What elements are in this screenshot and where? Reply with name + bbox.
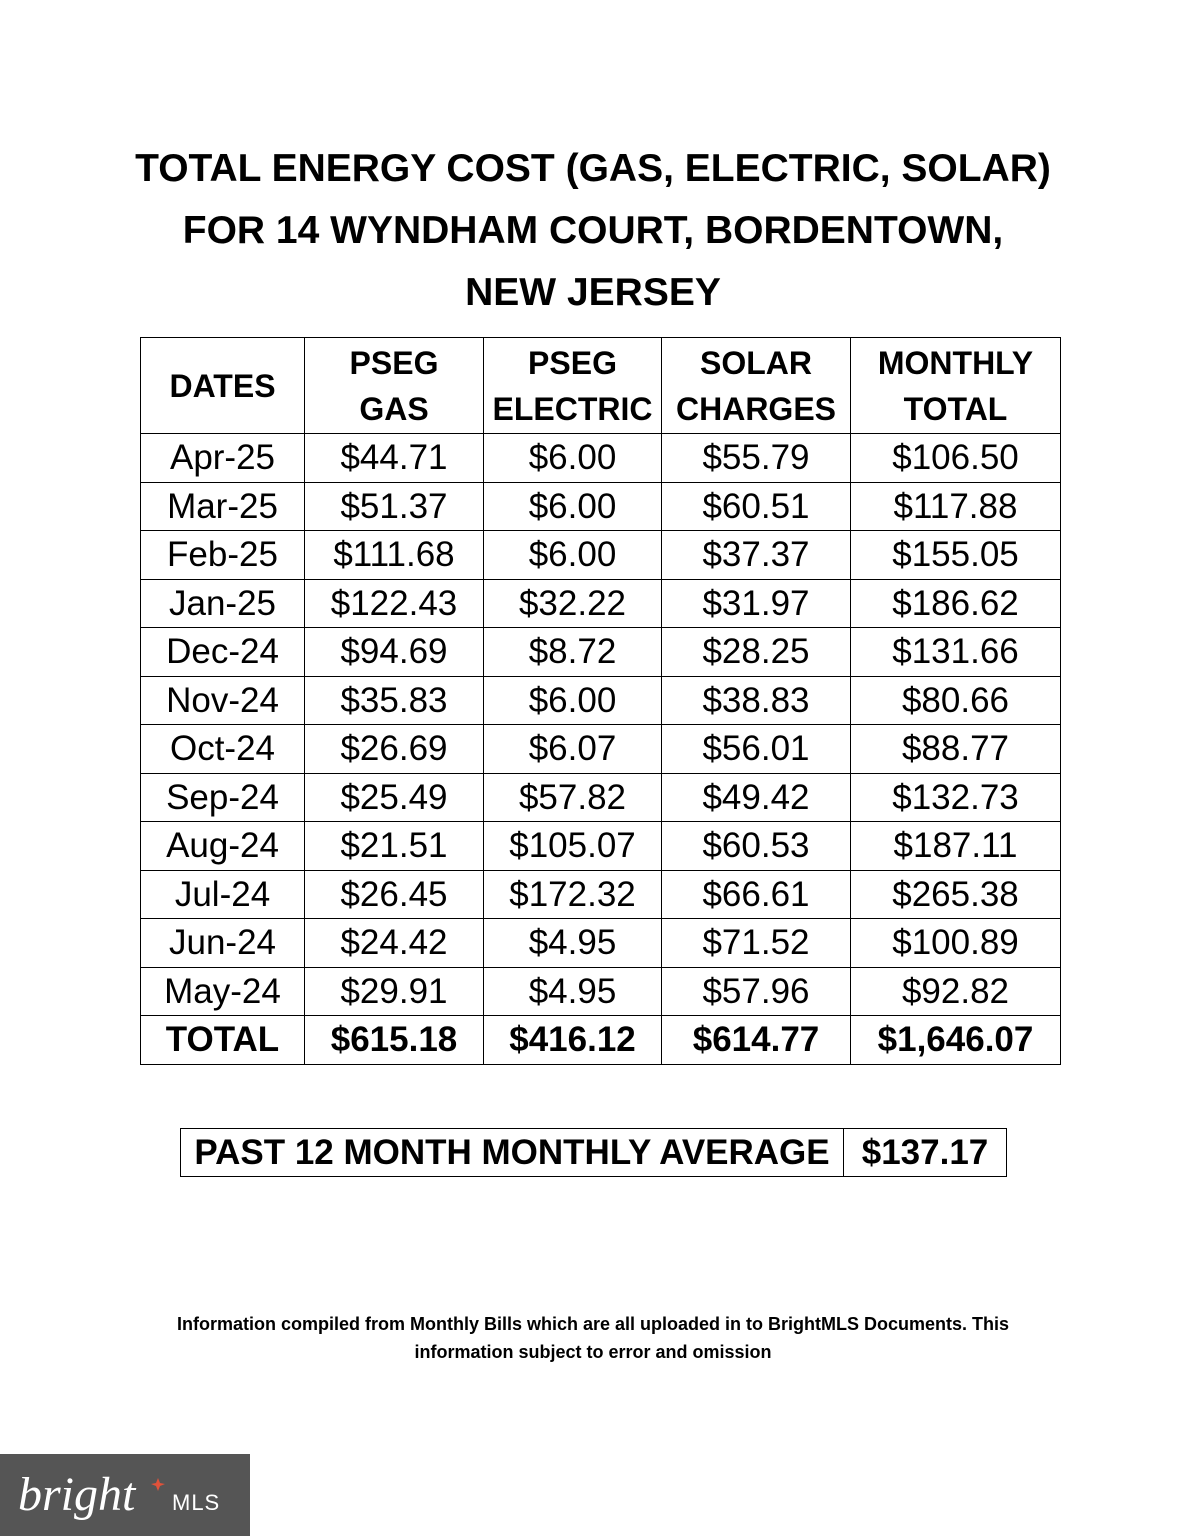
cell-electric: $57.82 bbox=[484, 773, 662, 822]
total-electric: $416.12 bbox=[484, 1016, 662, 1065]
svg-text:MLS: MLS bbox=[172, 1490, 221, 1515]
cell-date: Apr-25 bbox=[141, 434, 305, 483]
total-monthly: $1,646.07 bbox=[851, 1016, 1061, 1065]
cell-solar: $55.79 bbox=[662, 434, 851, 483]
title-line-1: TOTAL ENERGY COST (GAS, ELECTRIC, SOLAR) bbox=[135, 147, 1051, 190]
cell-solar: $56.01 bbox=[662, 725, 851, 774]
document-title bbox=[0, 138, 1186, 324]
cell-gas: $122.43 bbox=[305, 579, 484, 628]
cell-date: Oct-24 bbox=[141, 725, 305, 774]
cell-gas: $35.83 bbox=[305, 676, 484, 725]
cell-solar: $49.42 bbox=[662, 773, 851, 822]
monthly-average-box bbox=[180, 1128, 1007, 1177]
cell-electric: $8.72 bbox=[484, 628, 662, 677]
cell-electric: $32.22 bbox=[484, 579, 662, 628]
cell-electric: $6.07 bbox=[484, 725, 662, 774]
energy-cost-table bbox=[140, 337, 1061, 1065]
cell-monthly-total: $92.82 bbox=[851, 967, 1061, 1016]
header-pseg-gas: PSEG GAS bbox=[305, 338, 484, 434]
header-dates: DATES bbox=[141, 338, 305, 434]
average-label: PAST 12 MONTH MONTHLY AVERAGE bbox=[181, 1129, 844, 1177]
cell-date: Jan-25 bbox=[141, 579, 305, 628]
cell-monthly-total: $186.62 bbox=[851, 579, 1061, 628]
cell-electric: $172.32 bbox=[484, 870, 662, 919]
cell-gas: $111.68 bbox=[305, 531, 484, 580]
footnote bbox=[0, 1310, 1186, 1366]
cell-solar: $66.61 bbox=[662, 870, 851, 919]
brightmls-logo-icon bbox=[10, 1460, 240, 1530]
cell-solar: $60.53 bbox=[662, 822, 851, 871]
cell-solar: $57.96 bbox=[662, 967, 851, 1016]
table-row bbox=[141, 531, 1061, 580]
table-row bbox=[141, 628, 1061, 677]
cell-gas: $25.49 bbox=[305, 773, 484, 822]
table-row bbox=[141, 919, 1061, 968]
table-row bbox=[141, 482, 1061, 531]
header-solar-charges: SOLAR CHARGES bbox=[662, 338, 851, 434]
table-header-row bbox=[141, 338, 1061, 434]
table-total-row bbox=[141, 1016, 1061, 1065]
cell-monthly-total: $132.73 bbox=[851, 773, 1061, 822]
header-monthly-total: MONTHLY TOTAL bbox=[851, 338, 1061, 434]
total-label: TOTAL bbox=[141, 1016, 305, 1065]
cell-date: Dec-24 bbox=[141, 628, 305, 677]
cell-date: Jun-24 bbox=[141, 919, 305, 968]
cell-date: May-24 bbox=[141, 967, 305, 1016]
table-row bbox=[141, 725, 1061, 774]
cell-gas: $26.45 bbox=[305, 870, 484, 919]
table-row bbox=[141, 773, 1061, 822]
cell-solar: $60.51 bbox=[662, 482, 851, 531]
cell-gas: $21.51 bbox=[305, 822, 484, 871]
cell-date: Aug-24 bbox=[141, 822, 305, 871]
footnote-line-1: Information compiled from Monthly Bills which are all uploaded in to BrightMLS Documents. This bbox=[176, 1314, 1010, 1334]
cell-electric: $4.95 bbox=[484, 967, 662, 1016]
cell-gas: $29.91 bbox=[305, 967, 484, 1016]
cell-date: Mar-25 bbox=[141, 482, 305, 531]
header-pseg-electric: PSEG ELECTRIC bbox=[484, 338, 662, 434]
cell-gas: $24.42 bbox=[305, 919, 484, 968]
cell-solar: $71.52 bbox=[662, 919, 851, 968]
cell-gas: $44.71 bbox=[305, 434, 484, 483]
cell-electric: $6.00 bbox=[484, 531, 662, 580]
footnote-line-2: information subject to error and omission bbox=[414, 1342, 772, 1362]
table-row bbox=[141, 434, 1061, 483]
cell-monthly-total: $131.66 bbox=[851, 628, 1061, 677]
cell-solar: $31.97 bbox=[662, 579, 851, 628]
cell-gas: $51.37 bbox=[305, 482, 484, 531]
cell-monthly-total: $265.38 bbox=[851, 870, 1061, 919]
total-solar: $614.77 bbox=[662, 1016, 851, 1065]
cell-monthly-total: $155.05 bbox=[851, 531, 1061, 580]
average-row bbox=[181, 1129, 1007, 1177]
cell-date: Nov-24 bbox=[141, 676, 305, 725]
cell-monthly-total: $187.11 bbox=[851, 822, 1061, 871]
table-row bbox=[141, 870, 1061, 919]
brightmls-watermark-logo bbox=[0, 1454, 250, 1536]
table-row bbox=[141, 967, 1061, 1016]
cell-date: Sep-24 bbox=[141, 773, 305, 822]
cell-monthly-total: $100.89 bbox=[851, 919, 1061, 968]
cell-date: Jul-24 bbox=[141, 870, 305, 919]
cell-electric: $6.00 bbox=[484, 482, 662, 531]
table-row bbox=[141, 676, 1061, 725]
cell-solar: $28.25 bbox=[662, 628, 851, 677]
title-line-3: NEW JERSEY bbox=[465, 271, 721, 314]
cell-electric: $6.00 bbox=[484, 434, 662, 483]
table-row bbox=[141, 822, 1061, 871]
cell-electric: $105.07 bbox=[484, 822, 662, 871]
cell-date: Feb-25 bbox=[141, 531, 305, 580]
cell-gas: $26.69 bbox=[305, 725, 484, 774]
cell-monthly-total: $88.77 bbox=[851, 725, 1061, 774]
cell-electric: $4.95 bbox=[484, 919, 662, 968]
svg-text:bright: bright bbox=[18, 1468, 136, 1521]
cell-solar: $37.37 bbox=[662, 531, 851, 580]
cell-electric: $6.00 bbox=[484, 676, 662, 725]
cell-monthly-total: $117.88 bbox=[851, 482, 1061, 531]
cell-solar: $38.83 bbox=[662, 676, 851, 725]
title-line-2: FOR 14 WYNDHAM COURT, BORDENTOWN, bbox=[182, 209, 1004, 252]
cell-monthly-total: $80.66 bbox=[851, 676, 1061, 725]
cell-monthly-total: $106.50 bbox=[851, 434, 1061, 483]
table-row bbox=[141, 579, 1061, 628]
cell-gas: $94.69 bbox=[305, 628, 484, 677]
total-gas: $615.18 bbox=[305, 1016, 484, 1065]
average-value: $137.17 bbox=[844, 1129, 1007, 1177]
